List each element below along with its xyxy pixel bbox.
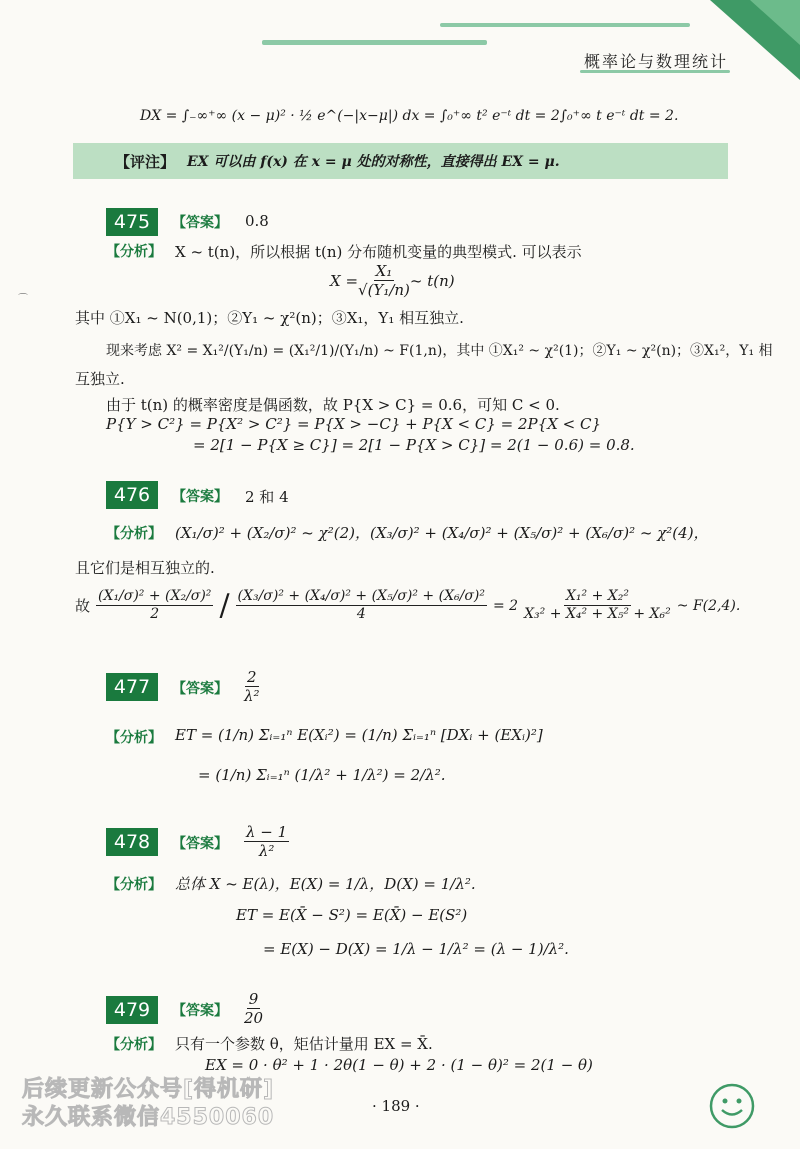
top-formula: DX = ∫₋∞⁺∞ (x − μ)² · ½ e^(−|x−μ|) dx = ∫₀⁺∞ t² e⁻ᵗ dt = 2∫₀⁺∞ t e⁻ᵗ dt = 2. [140,108,679,124]
margin-scribble: ⌒ [18,294,28,305]
gu-right-numerator: (X₃/σ)² + (X₄/σ)² + (X₅/σ)² + (X₆/σ)² [237,588,485,605]
answer-479-fraction [244,990,263,1027]
answer-479-den: 20 [244,1009,264,1027]
answer-477-den: λ² [244,687,260,705]
page-number: · 189 · [372,1097,420,1115]
gu-prefix: 故 [75,597,91,615]
problem-number-479: 479 [106,996,158,1024]
note-label: 【评注】 [115,152,176,171]
answer-477-fraction [244,668,260,705]
line1-478: 总体 X ~ E(λ)，E(X) = 1/λ，D(X) = 1/λ². [175,875,476,893]
gu-left-numerator: (X₁/σ)² + (X₂/σ)² [98,588,212,605]
watermark-line-2: 永久联系微信4550060 [22,1105,275,1130]
answer-475: 0.8 [245,212,269,230]
answer-label-475: 【答案】 [172,215,228,231]
analysis-line-476: (X₁/σ)² + (X₂/σ)² ~ χ²(2)，(X₃/σ)² + (X₄/σ)² + (X₅/σ)² + (X₆/σ)² ~ χ²(4)， [175,524,709,542]
line2-478: ET = E(X̄ − S²) = E(X̄) − E(S²) [236,906,468,924]
line-indep-476: 且它们是相互独立的. [75,559,215,577]
answer-478-den: λ² [258,842,275,860]
analysis-label-479: 【分析】 [106,1037,162,1053]
eq-x-rhs: ~ t(n) [409,271,455,290]
answer-478-num: λ − 1 [246,823,288,841]
line1-479: 只有一个参数 θ，矩估计量用 EX = X̄. [175,1035,433,1053]
line-py2-475: = 2[1 − P{X ≥ C}] = 2[1 − P{X > C}] = 2(1 − 0.6) = 0.8. [193,436,635,454]
gu-right-denominator: 4 [356,606,366,622]
gu-tail: ~ F(2,4). [676,597,741,614]
gu-formula-476 [75,588,740,623]
gu-left-denominator: 2 [150,606,160,622]
problem-number-475: 475 [106,208,158,236]
analysis-label-478: 【分析】 [106,877,162,893]
problem-number-478: 478 [106,828,158,856]
answer-label-478: 【答案】 [172,836,228,852]
line-py-475: P{Y > C²} = P{X² > C²} = P{X > −C} + P{X < C} = 2P{X < C} [106,415,601,433]
line-even-475: 由于 t(n) 的概率密度是偶函数，故 P{X > C} = 0.6，可知 C < 0. [106,396,560,414]
gu-result-fraction [524,588,671,623]
answer-478 [244,823,289,860]
gu-left-fraction [96,588,213,623]
analysis-label-475: 【分析】 [106,244,162,260]
smiley-icon [707,1081,757,1131]
answer-477 [244,668,260,705]
gu-result-denominator: X₃² + X₄² + X₅² + X₆² [524,606,671,622]
line1-477: ET = (1/n) Σᵢ₌₁ⁿ E(Xᵢ²) = (1/n) Σᵢ₌₁ⁿ [DXᵢ + (EXᵢ)²] [175,726,543,744]
watermark-line-1: 后续更新公众号[得机研] [22,1077,275,1102]
gu-result-numerator: X₁² + X₂² [565,588,629,605]
answer-479-num: 9 [248,990,259,1008]
problem-number-476: 476 [106,481,158,509]
eq-x-lhs: X = [330,271,359,290]
answer-476: 2 和 4 [245,488,289,506]
eq-x-numerator: X₁ [375,262,393,280]
analysis-label-476: 【分析】 [106,526,162,542]
line2-477: = (1/n) Σᵢ₌₁ⁿ (1/λ² + 1/λ²) = 2/λ². [198,766,446,784]
answer-label-479: 【答案】 [172,1003,228,1019]
line3-478: = E(X) − D(X) = 1/λ − 1/λ² = (λ − 1)/λ². [263,940,569,958]
problem-number-477: 477 [106,673,158,701]
gu-divider: / [219,588,230,623]
analysis-label-477: 【分析】 [106,730,162,746]
gu-equals: = 2 [493,597,519,614]
line-consider-475: 现来考虑 X² = X₁²/(Y₁/n) = (X₁²/1)/(Y₁/n) ~ F(1,n)，其中 ①X₁² ~ χ²(1)；②Y₁ ~ χ²(n)；③X₁²，Y₁ 相 [106,343,773,359]
header-stripe-2 [440,23,690,27]
answer-label-476: 【答案】 [172,489,228,505]
note-box [73,143,728,179]
answer-477-num: 2 [246,668,257,686]
eq-x-denominator: √(Y₁/n) [358,281,410,299]
note-text: EX 可以由 f(x) 在 x = μ 处的对称性，直接得出 EX = μ. [187,154,560,170]
header-stripe-1 [262,40,487,45]
eq-x-fraction [358,262,410,299]
answer-478-fraction [244,823,289,860]
line-where-475: 其中 ①X₁ ~ N(0,1)；②Y₁ ~ χ²(n)；③X₁，Y₁ 相互独立. [75,309,464,327]
analysis-intro-475: X ~ t(n)，所以根据 t(n) 分布随机变量的典型模式. 可以表示 [175,243,582,261]
gu-right-fraction [236,588,487,623]
answer-479 [244,990,263,1027]
book-title: 概率论与数理统计 [583,52,728,71]
answer-label-477: 【答案】 [172,681,228,697]
line2-479: EX = 0 · θ² + 1 · 2θ(1 − θ) + 2 · (1 − θ)² = 2(1 − θ) [205,1056,593,1074]
eq-x-definition [330,262,455,299]
line-consider2-475: 互独立. [75,370,125,388]
